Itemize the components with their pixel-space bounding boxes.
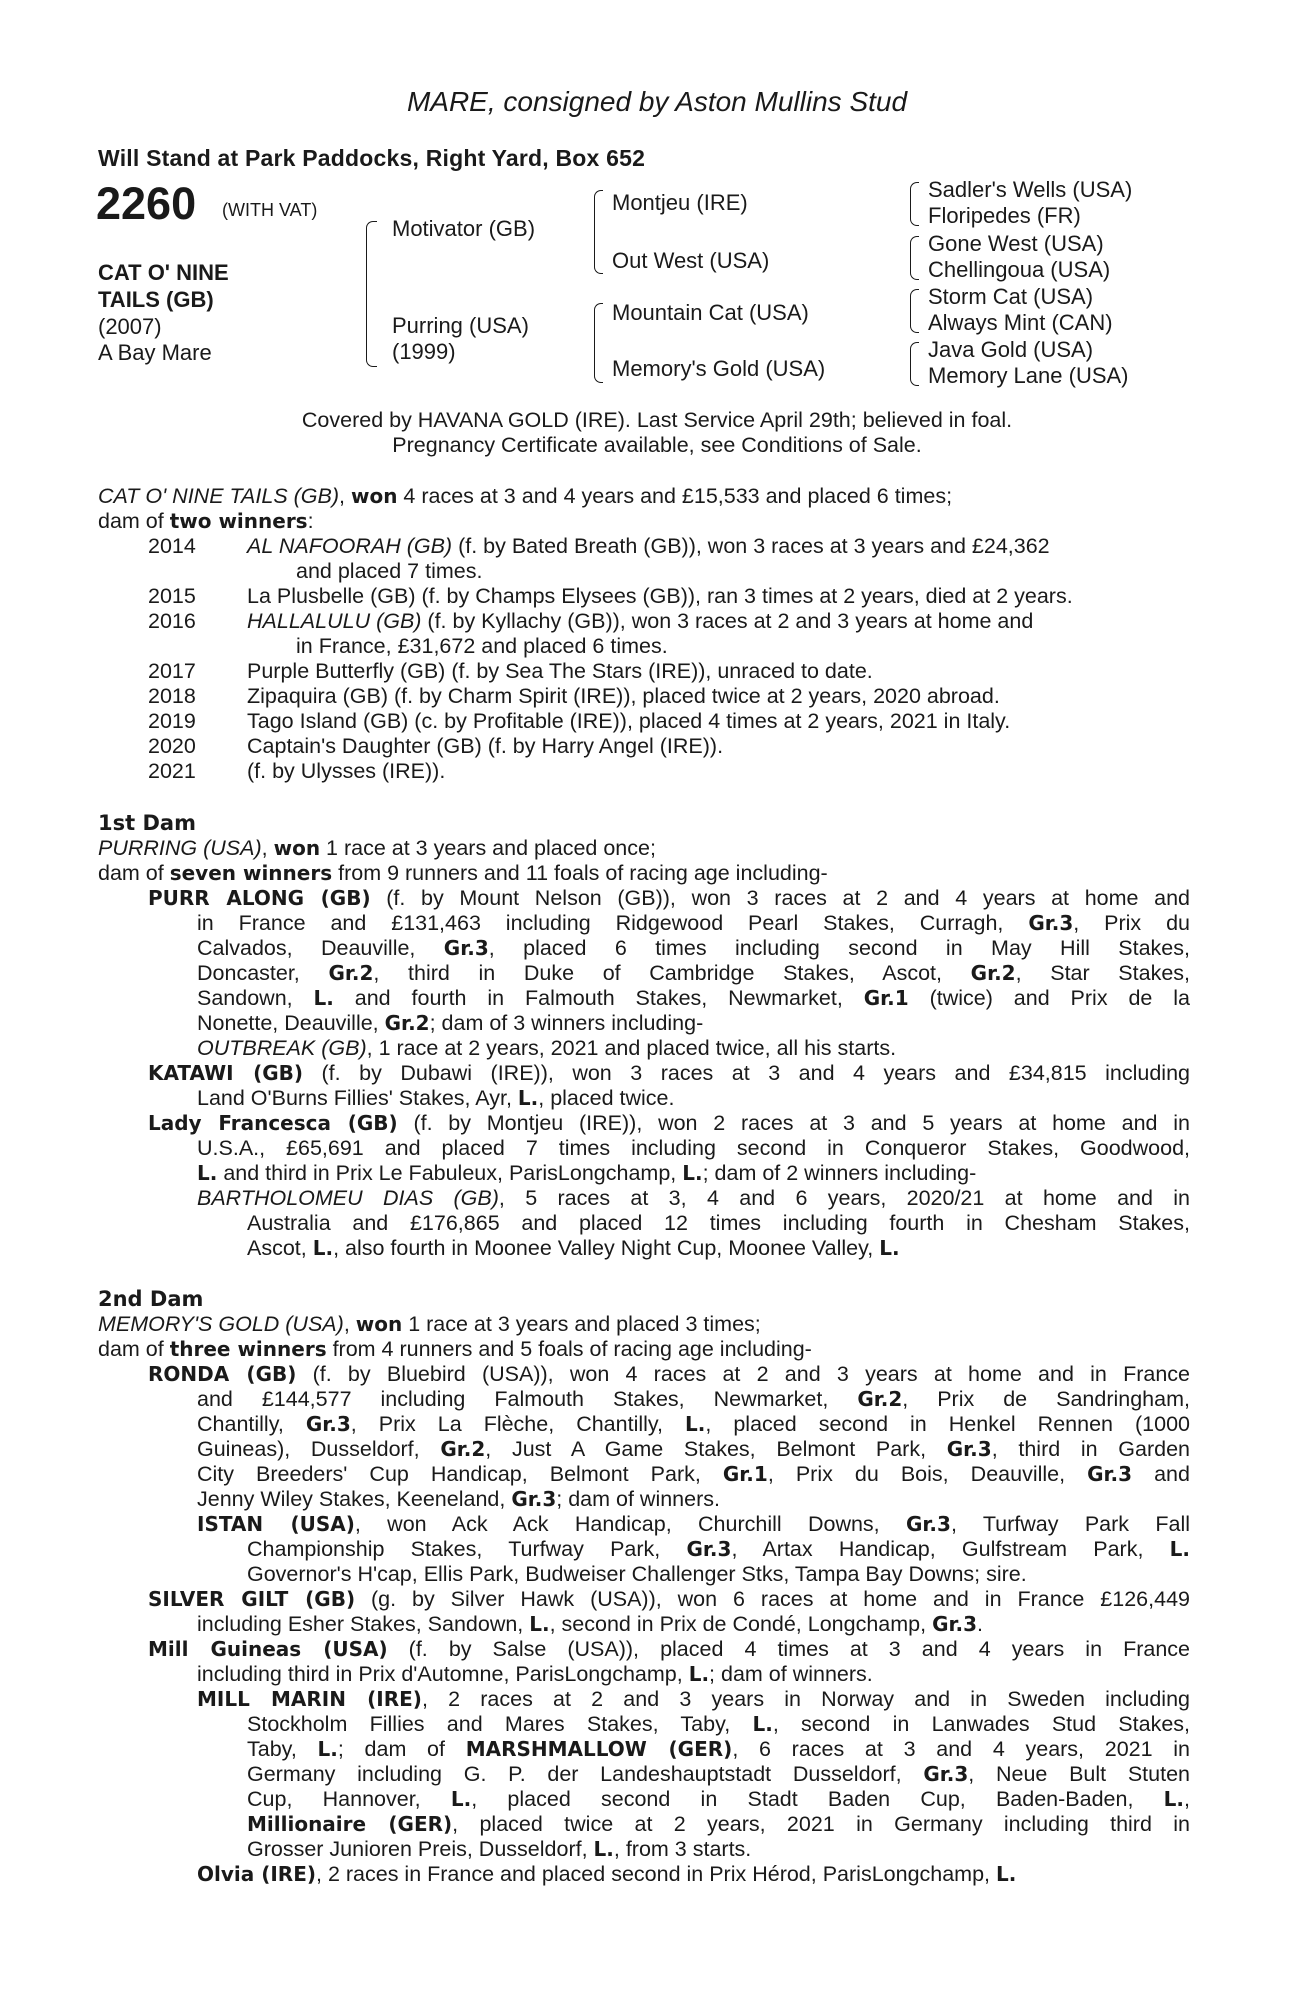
horse-year: (2007) xyxy=(98,314,162,339)
millionaire-line: Grosser Junioren Preis, Dusseldorf, L., from 3 starts. xyxy=(247,1837,752,1861)
pedigree-granddam: Out West (USA) xyxy=(612,248,770,273)
mill-guineas-line: including third in Prix d'Automne, ParisLongchamp, L.; dam of winners. xyxy=(197,1662,873,1686)
purr-along-line: Sandown, L. and fourth in Falmouth Stakes, Newmarket, Gr.1 (twice) and Prix de la xyxy=(197,986,1191,1010)
mill-marin-line: MILL MARIN (IRE), 2 races at 2 and 3 years in Norway and in Sweden including xyxy=(197,1687,1190,1711)
first-dam-produce: dam of seven winners from 9 runners and 11 foals of racing age including- xyxy=(98,861,828,885)
lot-number: 2260 xyxy=(96,178,197,229)
ronda-line: RONDA (GB) (f. by Bluebird (USA)), won 4 races at 2 and 3 years at home and in France xyxy=(148,1362,1190,1386)
pedigree-bracket xyxy=(594,190,603,274)
pedigree-grandsire: Montjeu (IRE) xyxy=(612,190,748,215)
purr-along-line: Doncaster, Gr.2, third in Duke of Cambridge Stakes, Ascot, Gr.2, Star Stakes, xyxy=(197,961,1191,985)
istan-line: Governor's H'cap, Ellis Park, Budweiser Challenger Stks, Tampa Bay Downs; sire. xyxy=(247,1562,1027,1586)
foal-entry: La Plusbelle (GB) (f. by Champs Elysees (GB)), ran 3 times at 2 years, died at 2 years. xyxy=(247,584,1073,608)
mill-marin-line: Cup, Hannover, L., placed second in Stadt Baden Cup, Baden-Baden, L., xyxy=(247,1787,1190,1811)
pedigree-bracket xyxy=(910,182,919,226)
pedigree-ancestor: Always Mint (CAN) xyxy=(928,310,1113,335)
pedigree-granddam: Memory's Gold (USA) xyxy=(612,356,826,381)
pedigree-ancestor: Sadler's Wells (USA) xyxy=(928,177,1133,202)
foal-year: 2017 xyxy=(148,659,196,683)
lady-francesca-line: Lady Francesca (GB) (f. by Montjeu (IRE)), won 2 races at 3 and 5 years at home and in xyxy=(148,1111,1190,1135)
second-dam-produce: dam of three winners from 4 runners and 5 foals of racing age including- xyxy=(98,1337,812,1361)
foal-entry-cont: in France, £31,672 and placed 6 times. xyxy=(296,634,668,658)
foal-year: 2015 xyxy=(148,584,196,608)
foal-entry-cont: and placed 7 times. xyxy=(296,559,483,583)
lady-francesca-line: U.S.A., £65,691 and placed 7 times including second in Conqueror Stakes, Goodwood, xyxy=(197,1136,1190,1160)
horse-description: A Bay Mare xyxy=(98,340,212,365)
pedigree-bracket xyxy=(594,303,603,383)
second-dam-record: MEMORY'S GOLD (USA), won 1 race at 3 years and placed 3 times; xyxy=(98,1312,761,1336)
ronda-line: Chantilly, Gr.3, Prix La Flèche, Chantilly, L., placed second in Henkel Rennen (1000 xyxy=(197,1412,1190,1436)
millionaire-line: Millionaire (GER), placed twice at 2 years, 2021 in Germany including third in xyxy=(247,1812,1190,1836)
pedigree-ancestor: Memory Lane (USA) xyxy=(928,363,1129,388)
horse-name-line1: CAT O' NINE xyxy=(98,260,229,285)
foal-entry: HALLALULU (GB) (f. by Kyllachy (GB)), won 3 races at 2 and 3 years at home and xyxy=(247,609,1034,633)
purr-along-line: Nonette, Deauville, Gr.2; dam of 3 winners including- xyxy=(197,1011,704,1035)
produce-dam-of: dam of two winners: xyxy=(98,509,314,533)
foal-entry: (f. by Ulysses (IRE)). xyxy=(247,759,446,783)
foal-year: 2018 xyxy=(148,684,196,708)
page-title: MARE, consigned by Aston Mullins Stud xyxy=(406,86,908,117)
produce-intro: CAT O' NINE TAILS (GB), won 4 races at 3 and 4 years and £15,533 and placed 6 times; xyxy=(98,484,953,508)
pedigree-bracket xyxy=(910,342,919,386)
stand-location: Will Stand at Park Paddocks, Right Yard, Box 652 xyxy=(98,145,646,171)
bartholomeu-line: Ascot, L., also fourth in Moonee Valley Night Cup, Moonee Valley, L. xyxy=(247,1236,900,1260)
olvia-line: Olvia (IRE), 2 races in France and placed second in Prix Hérod, ParisLongchamp, L. xyxy=(197,1862,1017,1886)
pedigree-sire: Motivator (GB) xyxy=(392,216,536,241)
second-dam-heading: 2nd Dam xyxy=(98,1287,204,1311)
first-dam-heading: 1st Dam xyxy=(98,811,196,835)
foal-entry: Tago Island (GB) (c. by Profitable (IRE)), placed 4 times at 2 years, 2021 in Italy. xyxy=(247,709,1011,733)
ronda-line: Jenny Wiley Stakes, Keeneland, Gr.3; dam of winners. xyxy=(197,1487,720,1511)
pedigree-grandsire: Mountain Cat (USA) xyxy=(612,300,809,325)
pedigree-dam: Purring (USA) xyxy=(392,313,529,338)
mill-marin-line: Taby, L.; dam of MARSHMALLOW (GER), 6 races at 3 and 4 years, 2021 in xyxy=(247,1737,1191,1761)
pedigree-ancestor: Floripedes (FR) xyxy=(928,203,1081,228)
outbreak-line: OUTBREAK (GB), 1 race at 2 years, 2021 and placed twice, all his starts. xyxy=(197,1036,897,1060)
ronda-line: City Breeders' Cup Handicap, Belmont Park, Gr.1, Prix du Bois, Deauville, Gr.3 and xyxy=(197,1462,1190,1486)
horse-name-line2: TAILS (GB) xyxy=(98,287,214,312)
silver-gilt-line: including Esher Stakes, Sandown, L., second in Prix de Condé, Longchamp, Gr.3. xyxy=(197,1612,984,1636)
foal-entry: AL NAFOORAH (GB) (f. by Bated Breath (GB)), won 3 races at 3 years and £24,362 xyxy=(247,534,1050,558)
foal-year: 2014 xyxy=(148,534,196,558)
pedigree-bracket xyxy=(910,236,919,280)
pregnancy-note: Pregnancy Certificate available, see Conditions of Sale. xyxy=(392,433,922,457)
katawi-line: Land O'Burns Fillies' Stakes, Ayr, L., placed twice. xyxy=(197,1086,675,1110)
foal-year: 2020 xyxy=(148,734,196,758)
ronda-line: Guineas), Dusseldorf, Gr.2, Just A Game Stakes, Belmont Park, Gr.3, third in Garden xyxy=(197,1437,1190,1461)
pedigree-bracket xyxy=(366,221,377,367)
mill-marin-line: Stockholm Fillies and Mares Stakes, Taby, L., second in Lanwades Stud Stakes, xyxy=(247,1712,1190,1736)
purr-along-line: in France and £131,463 including Ridgewood Pearl Stakes, Curragh, Gr.3, Prix du xyxy=(197,911,1190,935)
ronda-line: and £144,577 including Falmouth Stakes, Newmarket, Gr.2, Prix de Sandringham, xyxy=(197,1387,1190,1411)
bartholomeu-line: BARTHOLOMEU DIAS (GB), 5 races at 3, 4 and 6 years, 2020/21 at home and in xyxy=(197,1186,1191,1210)
pedigree-ancestor: Java Gold (USA) xyxy=(928,337,1094,362)
foal-entry: Captain's Daughter (GB) (f. by Harry Angel (IRE)). xyxy=(247,734,724,758)
pedigree-ancestor: Storm Cat (USA) xyxy=(928,284,1094,309)
vat-note: (WITH VAT) xyxy=(222,200,318,220)
mill-guineas-line: Mill Guineas (USA) (f. by Salse (USA)), placed 4 times at 3 and 4 years in France xyxy=(148,1637,1190,1661)
istan-line: Championship Stakes, Turfway Park, Gr.3, Artax Handicap, Gulfstream Park, L. xyxy=(247,1537,1190,1561)
foal-entry: Zipaquira (GB) (f. by Charm Spirit (IRE)), placed twice at 2 years, 2020 abroad. xyxy=(247,684,1000,708)
lady-francesca-line: L. and third in Prix Le Fabuleux, ParisLongchamp, L.; dam of 2 winners including- xyxy=(197,1161,977,1185)
pedigree-ancestor: Gone West (USA) xyxy=(928,231,1104,256)
first-dam-record: PURRING (USA), won 1 race at 3 years and placed once; xyxy=(98,836,656,860)
silver-gilt-line: SILVER GILT (GB) (g. by Silver Hawk (USA)), won 6 races at home and in France £126,449 xyxy=(148,1587,1190,1611)
bartholomeu-line: Australia and £176,865 and placed 12 times including fourth in Chesham Stakes, xyxy=(247,1211,1190,1235)
pedigree-dam-year: (1999) xyxy=(392,339,456,364)
foal-year: 2016 xyxy=(148,609,196,633)
covering-note: Covered by HAVANA GOLD (IRE). Last Service April 29th; believed in foal. xyxy=(301,408,1013,432)
foal-entry: Purple Butterfly (GB) (f. by Sea The Stars (IRE)), unraced to date. xyxy=(247,659,873,683)
pedigree-ancestor: Chellingoua (USA) xyxy=(928,257,1111,282)
purr-along-line: PURR ALONG (GB) (f. by Mount Nelson (GB)), won 3 races at 2 and 4 years at home and xyxy=(148,886,1190,910)
foal-year: 2021 xyxy=(148,759,196,783)
foal-year: 2019 xyxy=(148,709,196,733)
katawi-line: KATAWI (GB) (f. by Dubawi (IRE)), won 3 races at 3 and 4 years and £34,815 including xyxy=(148,1061,1190,1085)
istan-line: ISTAN (USA), won Ack Ack Handicap, Churchill Downs, Gr.3, Turfway Park Fall xyxy=(197,1512,1190,1536)
purr-along-line: Calvados, Deauville, Gr.3, placed 6 times including second in May Hill Stakes, xyxy=(197,936,1190,960)
mill-marin-line: Germany including G. P. der Landeshauptstadt Dusseldorf, Gr.3, Neue Bult Stuten xyxy=(247,1762,1190,1786)
pedigree-bracket xyxy=(910,289,919,333)
